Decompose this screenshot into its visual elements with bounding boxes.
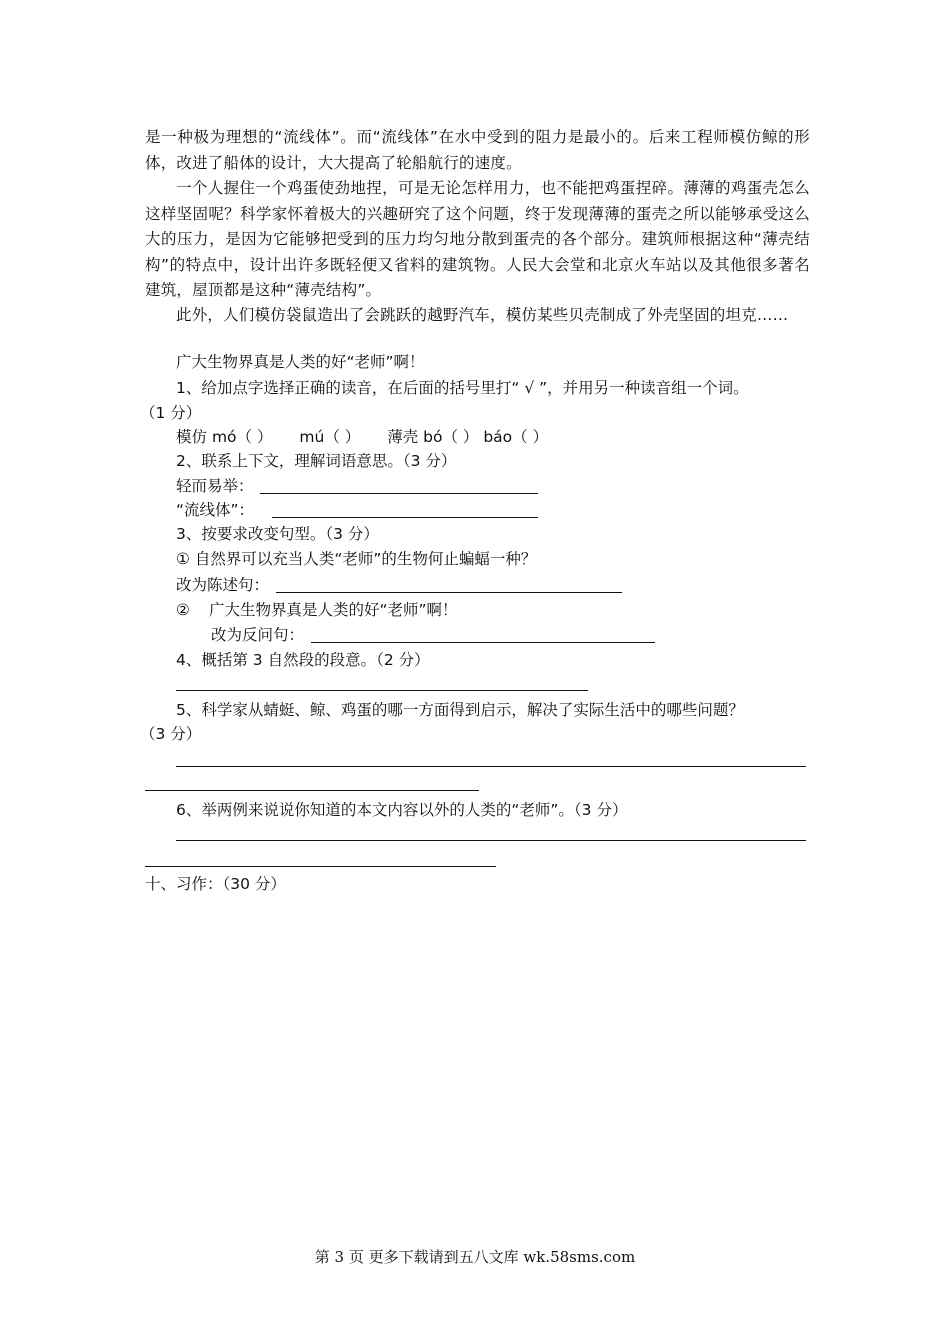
question-1-prompt: 1、给加点字选择正确的读音，在后面的括号里打“ √ ”，并用另一种读音组一个词。 (176, 379, 749, 397)
question-1-options (176, 427, 548, 447)
answer-line-q6-2 (145, 866, 496, 867)
question-3-sentence-2-number: ② (176, 601, 190, 619)
question-2-prompt: 2、联系上下文，理解词语意思。（3 分） (176, 452, 457, 470)
answer-line-q6-1 (176, 840, 806, 841)
question-3-task-1: 改为陈述句： (176, 576, 270, 594)
question-1-score: （1 分） (140, 404, 202, 422)
passage-paragraph-3: 此外，人们模仿袋鼠造出了会跳跃的越野汽车，模仿某些贝壳制成了外壳坚固的坦克…… (176, 306, 789, 324)
question-5-prompt: 5、科学家从蜻蜓、鲸、鸡蛋的哪一方面得到启示，解决了实际生活中的哪些问题？ (176, 701, 744, 719)
section-10-heading: 十、习作：（30 分） (145, 875, 286, 893)
question-4-prompt: 4、概括第 3 自然段的段意。（2 分） (176, 651, 430, 669)
option-reading-bao: báo（ ） (483, 428, 549, 446)
answer-line-q5-2 (145, 790, 479, 791)
page-footer: 第 3 页 更多下载请到五八文库 wk.58sms.com (314, 1248, 636, 1266)
option-word-mofang: 模仿 (176, 428, 208, 446)
answer-line-q2-1 (260, 493, 538, 494)
question-3-sentence-2: 广大生物界真是人类的好“老师”啊！ (209, 601, 458, 619)
question-2-item-1: 轻而易举： (176, 477, 254, 495)
passage-paragraph-1: 是一种极为理想的“流线体”。而“流线体”在水中受到的阻力是最小的。后来工程师模仿鲸的形体，改进了船体的设计，大大提高了轮船航行的速度。 (145, 128, 810, 172)
question-5-score: （3 分） (140, 725, 202, 743)
question-3-task-2: 改为反问句： (211, 626, 305, 644)
question-3-sentence-1: ① 自然界可以充当人类“老师”的生物何止蝙蝠一种？ (176, 550, 537, 568)
option-reading-mu: mú（ ） (299, 428, 361, 446)
question-2-item-2: “流线体”： (176, 501, 255, 519)
passage-paragraph-4: 广大生物界真是人类的好“老师”啊！ (176, 353, 425, 371)
option-word-baoke: 薄壳 (387, 428, 419, 446)
answer-line-q2-2 (272, 517, 538, 518)
option-reading-mo: mó（ ） (211, 428, 273, 446)
answer-line-q5-1 (176, 766, 806, 767)
question-6-prompt: 6、举两例来说说你知道的本文内容以外的人类的“老师”。（3 分） (176, 801, 628, 819)
option-reading-bo: bó（ ） (423, 428, 479, 446)
answer-line-q3-2 (311, 642, 655, 643)
answer-line-q3-1 (276, 592, 622, 593)
answer-line-q4 (176, 690, 588, 691)
passage-paragraph-2: 一个人握住一个鸡蛋使劲地捏，可是无论怎样用力，也不能把鸡蛋捏碎。薄薄的鸡蛋壳怎么这样坚固呢？科学家怀着极大的兴趣研究了这个问题，终于发现薄薄的蛋壳之所以能够承受这么大的压力，是因为它能够把受到的压力均匀地分散到蛋壳的各个部分。建筑师根据这种“薄壳结构”的特点中，设计出许多既轻便又省料的建筑物。人民大会堂和北京火车站以及其他很多著名建筑，屋顶都是这种“薄壳结构”。 (145, 179, 810, 299)
question-3-prompt: 3、按要求改变句型。（3 分） (176, 525, 379, 543)
